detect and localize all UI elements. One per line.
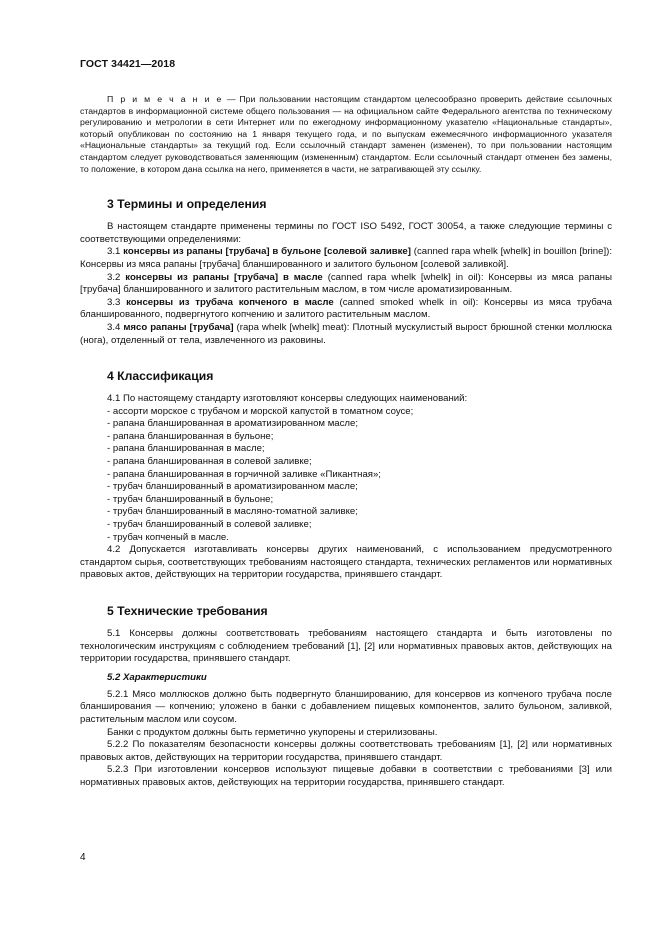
list-item: - рапана бланшированная в бульоне; — [107, 430, 274, 442]
term-definition: (canned rapa whelk [whelk] in oil): Консервы из мяса рапаны [трубача] бланшированного и залитого растительным маслом, в том числе ароматизированным. — [80, 271, 612, 296]
list-item: - трубач копченый в масле. — [107, 531, 229, 543]
page-content — [80, 94, 612, 790]
term-3-4 — [80, 322, 612, 347]
clause-5-2-2: 5.2.2 По показателям безопасности консервы должны соответствовать требованиям [1], [2] или нормативных правовых актов, действующих на территории государства, принявшего стандарт. — [80, 739, 612, 763]
clause-5-2-1: 5.2.1 Мясо моллюсков должно быть подвергнуто бланшированию, для консервов из копченого трубача после бланширования — копчению; уложено в банки с добавлением пищевых компонентов, залито бульоном, заливкой, растительным маслом или соусом. — [80, 688, 612, 725]
list-item: - рапана бланшированная в ароматизированном масле; — [107, 418, 359, 430]
note-label: П р и м е ч а н и е — [107, 94, 223, 104]
list-item: - рапана бланшированная в масле; — [107, 443, 265, 455]
term-name: консервы из рапаны [трубача] в бульоне [солевой заливке] — [123, 246, 411, 258]
note-text: — При пользовании настоящим стандартом целесообразно проверить действие ссылочных стандартов в информационной системе общего пользования — на официальном сайте Федерального агентства по техническому регулированию и метрологии в сети Интернет или по ежегодному информационному указателю «Национальные стандарты», который опубликован по состоянию на 1 января текущего года, и по выпускам ежемесячного информационного указателя «Национальные стандарты» за текущий год. Если ссылочный стандарт заменен (изменен), то при пользовании настоящим стандартом следует руководствоваться заменяющим (измененным) стандартом. Если ссылочный стандарт отменен без замены, то положение, в котором дана ссылка на него, применяется в части, не затрагивающей эту ссылку. — [80, 94, 612, 174]
clause-5-2-3: 5.2.3 При изготовлении консервов используют пищевые добавки в соответствии с требованиями [3] или нормативных правовых актов, действующих на территории государства, принявшего стандарт. — [80, 764, 612, 788]
term-number: 3.2 — [107, 271, 126, 283]
section-3-title: 3 Термины и определения — [107, 197, 267, 212]
list-item: - трубач бланшированный в масляно-томатной заливке; — [107, 506, 358, 518]
term-number: 3.1 — [107, 246, 124, 258]
list-item: - трубач бланшированный в солевой заливке; — [107, 519, 312, 531]
list-item: - трубач бланшированный в ароматизированном масле; — [107, 481, 358, 493]
term-3-2 — [80, 272, 612, 297]
term-name: мясо рапаны [трубача] — [123, 321, 234, 333]
list-item: - ассорти морское с трубачом и морской капустой в томатном соусе; — [107, 405, 414, 417]
term-definition: (canned rapa whelk [whelk] in bouillon [brine]): Консервы из мяса рапаны [трубача] бланшированного и залитого бульоном [солевой заливкой]. — [80, 246, 612, 270]
list-item: - трубач бланшированный в бульоне; — [107, 493, 274, 505]
term-3-1 — [80, 246, 612, 271]
note-paragraph — [80, 94, 612, 175]
term-number: 3.4 — [107, 321, 124, 333]
page-number: 4 — [80, 852, 86, 863]
list-item: - рапана бланшированная в солевой заливке; — [107, 456, 312, 468]
clause-5-1: 5.1 Консервы должны соответствовать требованиям настоящего стандарта и быть изготовлены по технологическим инструкциям с соблюдением требований [1], [2] или нормативных правовых актов, действующих на территории государства, принявшего стандарт. — [80, 628, 612, 665]
section-4-title: 4 Классификация — [107, 369, 214, 384]
term-number: 3.3 — [107, 296, 127, 308]
term-definition: (canned smoked whelk in oil): Консервы из мяса трубача бланшированного, подвергнутого копчению и залитого растительным маслом. — [80, 296, 612, 321]
subsection-5-2-title: 5.2 Характеристики — [107, 671, 207, 683]
term-name: консервы из трубача копченого в масле — [126, 296, 334, 308]
clause-4-2: 4.2 Допускается изготавливать консервы других наименований, с использованием предусмотренного стандартом сырья, соответствующих требованиям настоящего стандарта, технических регламентов или нормативных правовых актов, действующих на территории государства, принявшего стандарт. — [80, 544, 612, 581]
term-name: консервы из рапаны [трубача] в масле — [125, 271, 323, 283]
clause-5-2-1-b: Банки с продуктом должны быть герметично укупорены и стерилизованы. — [107, 726, 438, 738]
term-definition: (rapa whelk [whelk] meat): Плотный мускулистый вырост брюшной стенки моллюска (нога), отделенный от тела, извлеченного из раковины. — [80, 321, 612, 346]
term-3-3 — [80, 297, 612, 322]
standard-code: ГОСТ 34421—2018 — [80, 58, 176, 70]
clause-4-1: 4.1 По настоящему стандарту изготовляют консервы следующих наименований: — [107, 393, 468, 405]
list-item: - рапана бланшированная в горчичной заливке «Пикантная»; — [107, 468, 381, 480]
section-5-title: 5 Технические требования — [107, 604, 268, 618]
section-3-intro: В настоящем стандарте применены термины по ГОСТ ISO 5492, ГОСТ 30054, а также следующие термины с соответствующими определениями: — [80, 221, 612, 245]
